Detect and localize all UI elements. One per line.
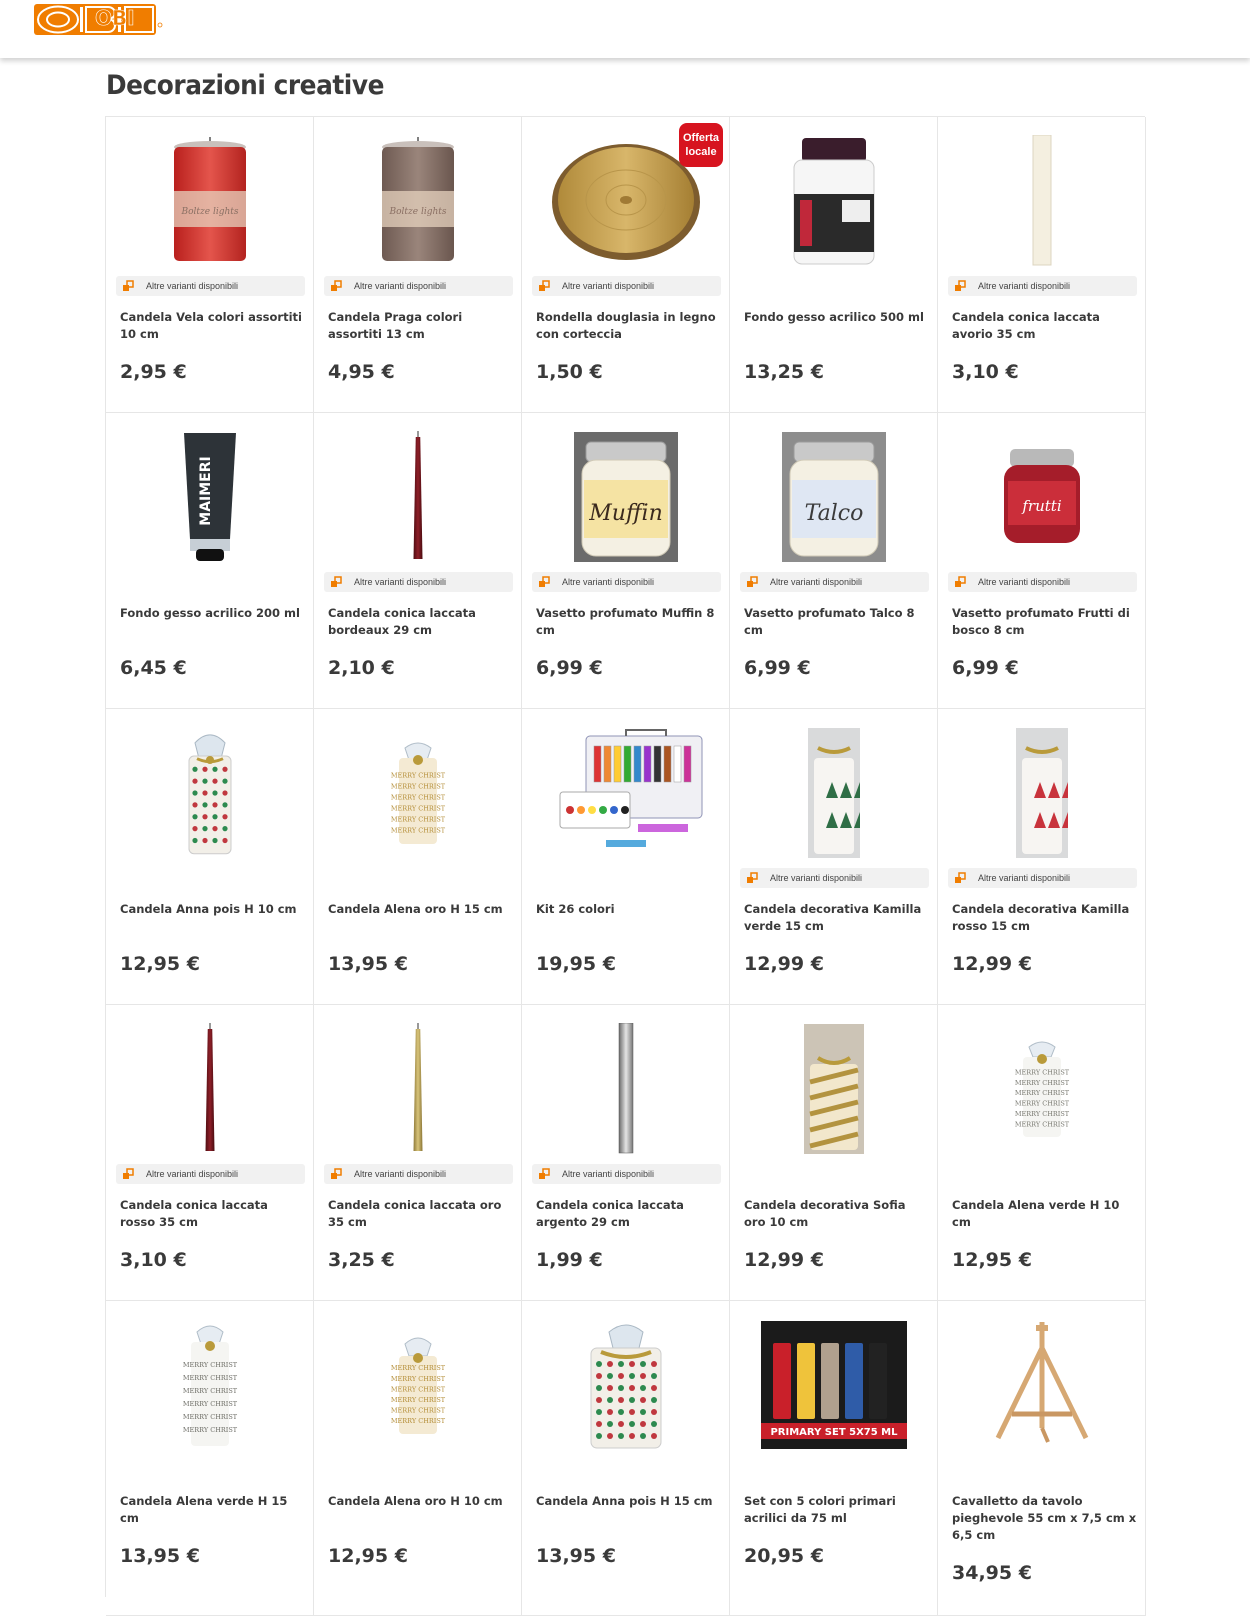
product-price: 6,45 €: [120, 657, 187, 679]
variants-available-pill[interactable]: [532, 572, 721, 592]
variants-icon: [746, 576, 758, 588]
product-price: 6,99 €: [744, 657, 811, 679]
product-card[interactable]: [730, 117, 938, 413]
talco-jar-candle-icon[interactable]: [744, 427, 924, 567]
variants-label: Altre varianti disponibili: [354, 281, 447, 291]
product-name[interactable]: Rondella douglasia in legno con corteccia: [536, 310, 716, 341]
svg-text:MERRY CHRIST: MERRY CHRIST: [182, 1399, 238, 1408]
variants-label: Altre varianti disponibili: [978, 281, 1071, 291]
variants-label: Altre varianti disponibili: [562, 577, 655, 587]
product-price: 3,25 €: [328, 1249, 395, 1271]
product-price: 13,25 €: [744, 361, 824, 383]
product-card[interactable]: [730, 1301, 938, 1616]
product-price: 12,95 €: [120, 953, 200, 975]
product-card[interactable]: [106, 1301, 314, 1616]
badge-line-1: Offerta: [682, 132, 720, 144]
svg-text:MERRY CHRIST: MERRY CHRIST: [390, 804, 446, 813]
svg-text:MERRY CHRIST: MERRY CHRIST: [390, 793, 446, 802]
paint-tube-icon[interactable]: [120, 427, 300, 567]
dotted-gift-candle-large-icon[interactable]: [536, 1315, 716, 1455]
local-offer-badge: [679, 123, 723, 167]
svg-text:Boltze lights: Boltze lights: [181, 207, 239, 217]
product-card[interactable]: [938, 1301, 1146, 1616]
gold-gift-candle-icon[interactable]: [328, 723, 508, 863]
product-price: 12,95 €: [328, 1545, 408, 1567]
dotted-gift-candle-icon[interactable]: [120, 723, 300, 863]
variants-available-pill[interactable]: [324, 276, 513, 296]
gold-gift-candle-small-icon[interactable]: [328, 1315, 508, 1455]
product-card[interactable]: [938, 117, 1146, 413]
variants-icon: [122, 1168, 134, 1180]
gold-stripe-candle-icon[interactable]: [744, 1019, 924, 1159]
variants-label: Altre varianti disponibili: [146, 281, 239, 291]
product-price: 3,10 €: [120, 1249, 187, 1271]
product-name[interactable]: Candela conica laccata oro 35 cm: [328, 1198, 502, 1229]
product-price: 12,95 €: [952, 1249, 1032, 1271]
svg-text:PRIMARY SET 5X75 ML: PRIMARY SET 5X75 ML: [770, 1427, 898, 1438]
variants-available-pill[interactable]: [948, 276, 1137, 296]
red-taper-candle-icon[interactable]: [120, 1019, 300, 1159]
variants-available-pill[interactable]: [532, 276, 721, 296]
product-card[interactable]: [730, 709, 938, 1005]
product-card[interactable]: [106, 413, 314, 709]
ivory-taper-candle-icon[interactable]: [952, 131, 1132, 271]
page-title: Decorazioni creative: [106, 70, 384, 101]
variants-available-pill[interactable]: [324, 572, 513, 592]
svg-text:Boltze lights: Boltze lights: [389, 207, 447, 217]
product-name[interactable]: Candela Alena oro H 15 cm: [328, 902, 503, 916]
product-card[interactable]: [314, 413, 522, 709]
variants-available-pill[interactable]: [740, 572, 929, 592]
variants-available-pill[interactable]: [532, 1164, 721, 1184]
svg-text:MERRY CHRIST: MERRY CHRIST: [390, 782, 446, 791]
svg-text:OBI: OBI: [95, 6, 135, 30]
paint-kit-icon[interactable]: [536, 723, 716, 863]
variants-icon: [538, 1168, 550, 1180]
product-price: 2,10 €: [328, 657, 395, 679]
product-price: 12,99 €: [744, 1249, 824, 1271]
variants-label: Altre varianti disponibili: [562, 1169, 655, 1179]
variants-icon: [954, 280, 966, 292]
variants-label: Altre varianti disponibili: [978, 577, 1071, 587]
product-card[interactable]: [522, 413, 730, 709]
product-card[interactable]: [314, 1005, 522, 1301]
variants-available-pill[interactable]: [116, 1164, 305, 1184]
svg-text:MERRY CHRIST: MERRY CHRIST: [390, 1395, 446, 1404]
variants-label: Altre varianti disponibili: [978, 873, 1071, 883]
svg-text:MERRY CHRIST: MERRY CHRIST: [390, 1406, 446, 1415]
product-name[interactable]: Candela Anna pois H 15 cm: [536, 1494, 713, 1508]
product-price: 12,99 €: [952, 953, 1032, 975]
variants-icon: [746, 872, 758, 884]
variants-icon: [122, 280, 134, 292]
product-price: 2,95 €: [120, 361, 187, 383]
product-name[interactable]: Candela decorativa Kamilla rosso 15 cm: [952, 902, 1130, 933]
product-name[interactable]: Set con 5 colori primari acrilici da 75 ml: [744, 1494, 896, 1525]
product-price: 1,50 €: [536, 361, 603, 383]
variants-available-pill[interactable]: [324, 1164, 513, 1184]
paint-jar-icon[interactable]: [744, 131, 924, 271]
obi-logo[interactable]: [34, 3, 164, 36]
product-price: 19,95 €: [536, 953, 616, 975]
variants-available-pill[interactable]: [948, 572, 1137, 592]
product-name[interactable]: Cavalletto da tavolo pieghevole 55 cm x 7,5 cm x 6,5 cm: [952, 1494, 1137, 1542]
top-bar: [0, 0, 1250, 58]
product-card[interactable]: [522, 1005, 730, 1301]
berry-jar-candle-icon[interactable]: [952, 427, 1132, 567]
product-name[interactable]: Candela decorativa Kamilla verde 15 cm: [744, 902, 922, 933]
acrylic-set-box-icon[interactable]: [744, 1315, 924, 1455]
product-card[interactable]: [938, 1005, 1146, 1301]
product-card[interactable]: [314, 117, 522, 413]
svg-text:MERRY CHRIST: MERRY CHRIST: [182, 1425, 238, 1434]
product-card[interactable]: [522, 117, 730, 413]
variants-icon: [954, 576, 966, 588]
product-price: 13,95 €: [328, 953, 408, 975]
product-price: 34,95 €: [952, 1562, 1032, 1584]
product-grid: [105, 116, 1145, 1597]
product-name[interactable]: Vasetto profumato Muffin 8 cm: [536, 606, 715, 637]
product-card[interactable]: [314, 1301, 522, 1616]
svg-text:MERRY CHRIST: MERRY CHRIST: [390, 1374, 446, 1383]
badge-line-2: locale: [685, 146, 717, 158]
svg-text:MERRY CHRIST: MERRY CHRIST: [390, 771, 446, 780]
variants-label: Altre varianti disponibili: [354, 577, 447, 587]
red-pillar-candle-icon[interactable]: [120, 131, 300, 271]
svg-text:MERRY CHRIST: MERRY CHRIST: [390, 815, 446, 824]
product-price: 12,99 €: [744, 953, 824, 975]
variants-icon: [954, 872, 966, 884]
variants-available-pill[interactable]: [948, 868, 1137, 888]
product-name[interactable]: Candela Vela colori assortiti 10 cm: [120, 310, 302, 341]
red-tree-candle-icon[interactable]: [952, 723, 1132, 863]
green-gift-candle-icon[interactable]: [952, 1019, 1132, 1159]
product-card[interactable]: [106, 1005, 314, 1301]
variants-icon: [330, 280, 342, 292]
product-price: 6,99 €: [952, 657, 1019, 679]
product-name[interactable]: Candela Alena verde H 15 cm: [120, 1494, 288, 1525]
variants-icon: [330, 1168, 342, 1180]
variants-available-pill[interactable]: [116, 276, 305, 296]
product-name[interactable]: Candela decorativa Sofia oro 10 cm: [744, 1198, 906, 1229]
product-name[interactable]: Candela conica laccata rosso 35 cm: [120, 1198, 268, 1229]
product-name[interactable]: Candela Alena oro H 10 cm: [328, 1494, 503, 1508]
muffin-jar-candle-icon[interactable]: [536, 427, 716, 567]
svg-text:MERRY CHRIST: MERRY CHRIST: [1014, 1068, 1070, 1077]
product-name[interactable]: Vasetto profumato Frutti di bosco 8 cm: [952, 606, 1130, 637]
product-card[interactable]: [730, 1005, 938, 1301]
product-price: 20,95 €: [744, 1545, 824, 1567]
svg-text:MERRY CHRIST: MERRY CHRIST: [390, 1364, 446, 1373]
product-card[interactable]: [938, 709, 1146, 1005]
silver-taper-candle-icon[interactable]: [536, 1019, 716, 1159]
product-card[interactable]: [522, 1301, 730, 1616]
svg-text:MERRY CHRIST: MERRY CHRIST: [1014, 1078, 1070, 1087]
product-name[interactable]: Kit 26 colori: [536, 902, 615, 916]
svg-text:MERRY CHRIST: MERRY CHRIST: [182, 1360, 238, 1369]
svg-text:MERRY CHRIST: MERRY CHRIST: [1014, 1089, 1070, 1098]
svg-text:Talco: Talco: [804, 501, 864, 526]
variants-icon: [538, 280, 550, 292]
product-price: 13,95 €: [120, 1545, 200, 1567]
svg-text:MERRY CHRIST: MERRY CHRIST: [182, 1412, 238, 1421]
product-card[interactable]: [106, 117, 314, 413]
variants-label: Altre varianti disponibili: [562, 281, 655, 291]
product-name[interactable]: Candela Praga colori assortiti 13 cm: [328, 310, 463, 341]
svg-text:MERRY CHRIST: MERRY CHRIST: [182, 1373, 238, 1382]
variants-available-pill[interactable]: [740, 868, 929, 888]
svg-text:frutti: frutti: [1022, 497, 1062, 515]
svg-text:MERRY CHRIST: MERRY CHRIST: [390, 1417, 446, 1426]
variants-label: Altre varianti disponibili: [146, 1169, 239, 1179]
variants-label: Altre varianti disponibili: [770, 873, 863, 883]
product-price: 3,10 €: [952, 361, 1019, 383]
product-name[interactable]: Candela Alena verde H 10 cm: [952, 1198, 1120, 1229]
product-name[interactable]: Candela conica laccata bordeaux 29 cm: [328, 606, 476, 637]
svg-text:MERRY CHRIST: MERRY CHRIST: [390, 1385, 446, 1394]
gold-taper-candle-icon[interactable]: [328, 1019, 508, 1159]
product-name[interactable]: Candela Anna pois H 10 cm: [120, 902, 297, 916]
variants-label: Altre varianti disponibili: [354, 1169, 447, 1179]
product-name[interactable]: Vasetto profumato Talco 8 cm: [744, 606, 915, 637]
svg-text:MERRY CHRIST: MERRY CHRIST: [182, 1386, 238, 1395]
product-name[interactable]: Candela conica laccata avorio 35 cm: [952, 310, 1100, 341]
svg-text:MERRY CHRIST: MERRY CHRIST: [1014, 1110, 1070, 1119]
svg-text:Muffin: Muffin: [589, 501, 663, 526]
svg-text:MAIMERI: MAIMERI: [198, 456, 214, 526]
variants-icon: [330, 576, 342, 588]
product-card[interactable]: [106, 709, 314, 1005]
product-card[interactable]: [314, 709, 522, 1005]
svg-text:MERRY CHRIST: MERRY CHRIST: [390, 826, 446, 835]
product-price: 1,99 €: [536, 1249, 603, 1271]
product-name[interactable]: Fondo gesso acrilico 200 ml: [120, 606, 300, 620]
brown-pillar-candle-icon[interactable]: [328, 131, 508, 271]
product-price: 6,99 €: [536, 657, 603, 679]
product-card[interactable]: [938, 413, 1146, 709]
table-easel-icon[interactable]: [952, 1315, 1132, 1455]
product-card[interactable]: [522, 709, 730, 1005]
product-price: 4,95 €: [328, 361, 395, 383]
product-price: 13,95 €: [536, 1545, 616, 1567]
svg-text:MERRY CHRIST: MERRY CHRIST: [1014, 1120, 1070, 1129]
product-card[interactable]: [730, 413, 938, 709]
variants-label: Altre varianti disponibili: [770, 577, 863, 587]
product-name[interactable]: Candela conica laccata argento 29 cm: [536, 1198, 684, 1229]
svg-text:MERRY CHRIST: MERRY CHRIST: [1014, 1099, 1070, 1108]
green-tree-candle-icon[interactable]: [744, 723, 924, 863]
bordeaux-taper-candle-icon[interactable]: [328, 427, 508, 567]
variants-icon: [538, 576, 550, 588]
product-name[interactable]: Fondo gesso acrilico 500 ml: [744, 310, 924, 324]
green-gift-candle-tall-icon[interactable]: [120, 1315, 300, 1455]
